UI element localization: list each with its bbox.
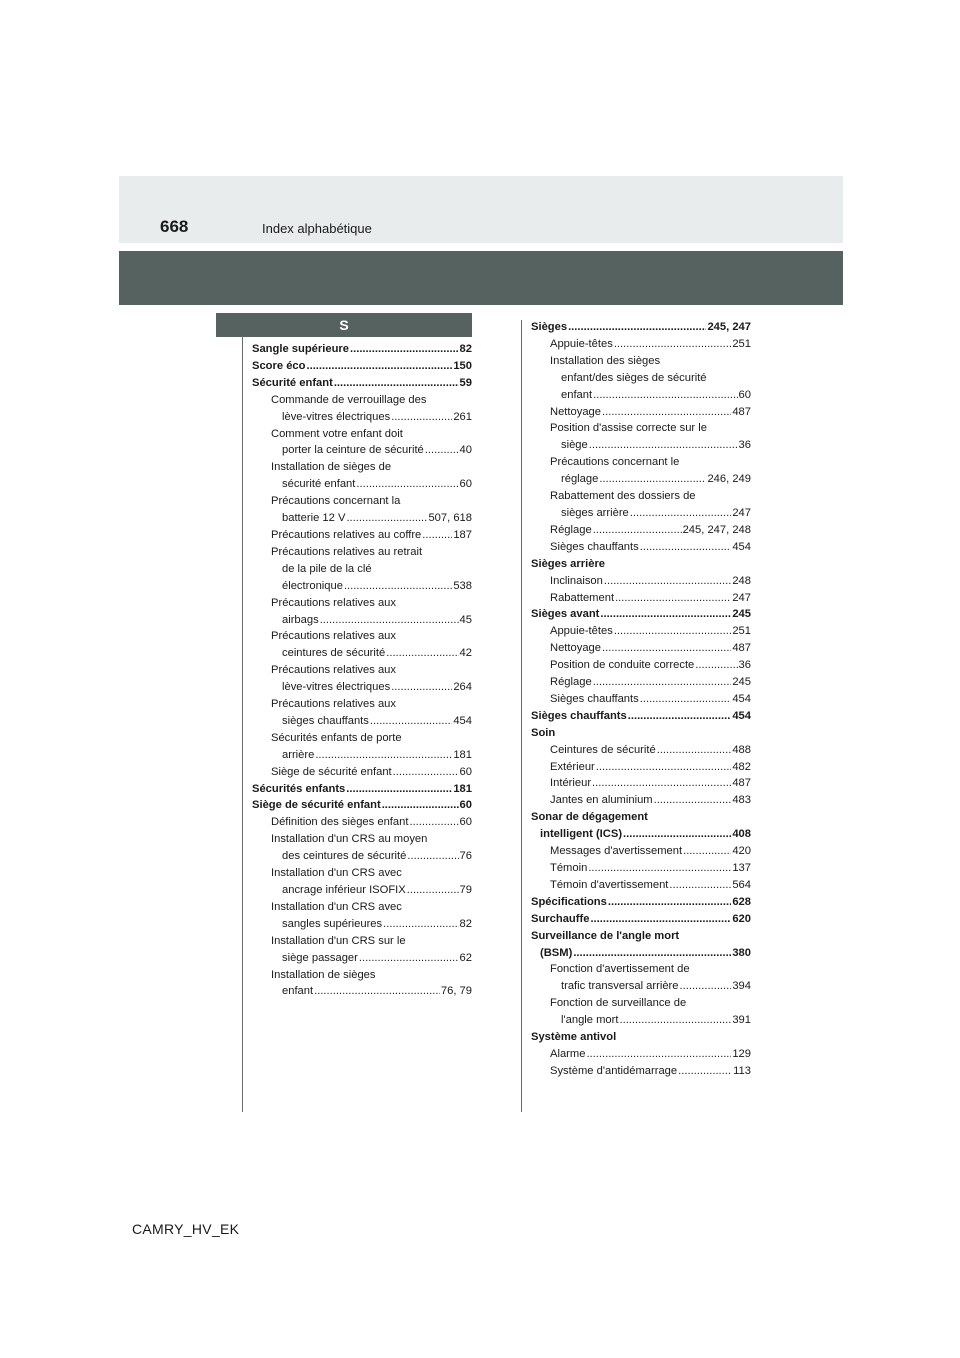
index-entry-term: ceintures de sécurité bbox=[282, 647, 386, 660]
index-entry-page: 454 bbox=[732, 540, 751, 553]
index-entry-term: trafic transversal arrière bbox=[561, 980, 679, 993]
dot-leader bbox=[573, 945, 731, 962]
index-entry-page: 60 bbox=[459, 478, 472, 491]
index-entry-page: 454 bbox=[453, 714, 472, 727]
index-entry bbox=[531, 860, 751, 877]
index-entry-page: 62 bbox=[459, 951, 472, 964]
index-entry-term: intelligent (ICS) bbox=[540, 828, 623, 841]
index-entry-term: Sièges chauffants bbox=[550, 540, 639, 553]
index-entry-term: Comment votre enfant doit bbox=[271, 427, 403, 440]
index-entry-term: Position de conduite correcte bbox=[550, 659, 695, 672]
dot-leader bbox=[409, 814, 458, 831]
dot-leader bbox=[614, 336, 732, 353]
dot-leader bbox=[350, 341, 459, 358]
index-entry-term: Installation de sièges de bbox=[271, 461, 392, 474]
dot-leader bbox=[654, 792, 732, 809]
index-entry bbox=[531, 437, 751, 454]
index-entry-page: 420 bbox=[732, 845, 751, 858]
index-entry bbox=[531, 708, 751, 725]
dot-leader bbox=[314, 983, 440, 1000]
dot-leader bbox=[678, 1063, 732, 1080]
index-entry-term: (BSM) bbox=[540, 946, 573, 959]
dot-leader bbox=[599, 471, 706, 488]
index-entry-page: 42 bbox=[459, 647, 472, 660]
dot-leader bbox=[602, 640, 731, 657]
index-entry bbox=[531, 539, 751, 556]
index-entry bbox=[252, 899, 472, 916]
index-entry-term: Précautions relatives au retrait bbox=[271, 545, 423, 558]
dot-leader bbox=[386, 645, 458, 662]
footer-model-code: CAMRY_HV_EK bbox=[132, 1221, 240, 1237]
index-entry bbox=[252, 831, 472, 848]
dot-leader bbox=[593, 674, 732, 691]
dot-leader bbox=[586, 1046, 731, 1063]
index-entry-term: sangles supérieures bbox=[282, 917, 383, 930]
index-entry bbox=[252, 595, 472, 612]
index-entry bbox=[531, 336, 751, 353]
index-entry bbox=[252, 442, 472, 459]
dot-leader bbox=[356, 476, 458, 493]
index-entry bbox=[531, 742, 751, 759]
index-column-right bbox=[531, 319, 751, 1080]
index-entry-term: airbags bbox=[282, 613, 319, 626]
index-entry bbox=[531, 1012, 751, 1029]
index-entry-term: électronique bbox=[282, 579, 343, 592]
index-entry-page: 483 bbox=[732, 794, 751, 807]
index-entry bbox=[252, 375, 472, 392]
dot-leader bbox=[590, 911, 731, 928]
header-band bbox=[119, 176, 843, 243]
index-entry bbox=[531, 319, 751, 336]
index-entry-term: Témoin bbox=[550, 862, 588, 874]
index-entry bbox=[252, 426, 472, 443]
dot-leader bbox=[393, 764, 459, 781]
index-entry-page: 488 bbox=[732, 743, 751, 756]
dot-leader bbox=[370, 713, 452, 730]
dot-leader bbox=[382, 797, 459, 814]
dot-leader bbox=[628, 708, 732, 725]
dot-leader bbox=[596, 759, 732, 776]
index-entry-page: 150 bbox=[453, 359, 472, 372]
index-entry-page: 394 bbox=[732, 980, 751, 993]
index-entry-term: Position d'assise correcte sur le bbox=[550, 422, 707, 435]
index-entry-term: porter la ceinture de sécurité bbox=[282, 444, 424, 457]
index-entry bbox=[252, 527, 472, 544]
dot-leader bbox=[391, 409, 452, 426]
index-entry bbox=[252, 341, 472, 358]
index-entry-page: 76 bbox=[459, 850, 472, 863]
index-entry bbox=[252, 848, 472, 865]
index-entry-page: 391 bbox=[732, 1014, 751, 1027]
index-entry bbox=[531, 826, 751, 843]
index-entry bbox=[252, 662, 472, 679]
index-entry-term: Précautions relatives aux bbox=[271, 664, 396, 677]
index-entry-page: 380 bbox=[732, 946, 751, 959]
index-entry-term: Réglage bbox=[550, 523, 592, 536]
index-entry-term: l'angle mort bbox=[561, 1014, 619, 1027]
index-entry bbox=[252, 645, 472, 662]
index-entry-term: Installation d'un CRS avec bbox=[271, 900, 402, 913]
index-entry bbox=[531, 370, 751, 387]
dot-leader bbox=[346, 781, 452, 798]
dot-leader bbox=[593, 522, 682, 539]
dot-leader bbox=[568, 319, 706, 336]
index-entry bbox=[531, 387, 751, 404]
index-entry bbox=[252, 865, 472, 882]
index-entry bbox=[252, 764, 472, 781]
dot-leader bbox=[600, 606, 731, 623]
index-entry-page: 82 bbox=[459, 343, 472, 355]
index-entry bbox=[252, 679, 472, 696]
index-entry-term: Sangle supérieure bbox=[252, 343, 349, 355]
index-entry-term: Sonar de dégagement bbox=[531, 811, 648, 824]
index-entry bbox=[531, 945, 751, 962]
dot-leader bbox=[407, 848, 458, 865]
index-entry-term: de la pile de la clé bbox=[282, 562, 372, 575]
index-entry-term: Nettoyage bbox=[550, 642, 601, 655]
index-entry bbox=[531, 590, 751, 607]
index-entry bbox=[531, 725, 751, 742]
index-entry bbox=[252, 950, 472, 967]
index-entry bbox=[531, 353, 751, 370]
index-entry bbox=[252, 781, 472, 798]
index-entry-term: des ceintures de sécurité bbox=[282, 850, 407, 863]
index-entry-term: Témoin d'avertissement bbox=[550, 878, 669, 891]
index-entry bbox=[252, 696, 472, 713]
index-entry-page: 45 bbox=[459, 613, 472, 626]
index-entry bbox=[531, 556, 751, 573]
index-entry-page: 79 bbox=[459, 884, 472, 896]
index-entry-term: arrière bbox=[282, 748, 315, 761]
index-entry-term: Sécurités enfants de porte bbox=[271, 731, 402, 744]
index-entry bbox=[252, 713, 472, 730]
index-entry bbox=[252, 578, 472, 595]
index-entry-term: Fonction de surveillance de bbox=[550, 997, 687, 1010]
index-entry-term: Soin bbox=[531, 726, 556, 739]
index-entry bbox=[531, 961, 751, 978]
index-entry-page: 408 bbox=[732, 828, 751, 841]
index-entry-term: enfant/des sièges de sécurité bbox=[561, 371, 707, 384]
dot-leader bbox=[383, 916, 458, 933]
index-entry-term: Installation des sièges bbox=[550, 354, 661, 367]
index-entry-term: enfant bbox=[282, 985, 314, 998]
index-entry-page: 247 bbox=[732, 591, 751, 604]
index-entry-page: 487 bbox=[732, 405, 751, 418]
index-entry-page: 60 bbox=[459, 816, 472, 829]
index-entry-page: 40 bbox=[459, 444, 472, 457]
index-entry-page: 76, 79 bbox=[440, 985, 472, 998]
index-entry bbox=[531, 1063, 751, 1080]
index-entry-term: réglage bbox=[561, 473, 599, 486]
index-entry-page: 129 bbox=[732, 1047, 751, 1060]
dot-leader bbox=[623, 826, 731, 843]
index-entry-page: 507, 618 bbox=[428, 512, 472, 525]
index-entry-page: 482 bbox=[732, 760, 751, 773]
dot-leader bbox=[425, 442, 459, 459]
index-entry-term: Intérieur bbox=[550, 777, 592, 790]
index-entry bbox=[252, 612, 472, 629]
index-entry bbox=[531, 928, 751, 945]
index-entry-term: Sièges chauffants bbox=[531, 709, 627, 722]
index-entry-page: 454 bbox=[732, 692, 751, 705]
dot-leader bbox=[602, 404, 731, 421]
index-entry-term: Précautions relatives au coffre bbox=[271, 528, 422, 541]
index-entry bbox=[252, 493, 472, 510]
index-entry-term: Score éco bbox=[252, 359, 306, 372]
index-entry bbox=[531, 877, 751, 894]
index-entry bbox=[531, 657, 751, 674]
index-entry-page: 251 bbox=[732, 625, 751, 638]
dot-leader bbox=[640, 539, 732, 556]
index-entry-term: Jantes en aluminium bbox=[550, 794, 653, 807]
column-divider-middle bbox=[521, 320, 522, 1112]
index-entry bbox=[252, 933, 472, 950]
index-entry-term: Commande de verrouillage des bbox=[271, 393, 427, 406]
index-entry-page: 137 bbox=[732, 862, 751, 874]
index-entry-term: lève-vitres électriques bbox=[282, 681, 391, 694]
index-entry-page: 245, 247 bbox=[707, 321, 751, 333]
index-entry bbox=[252, 916, 472, 933]
index-entry-page: 36 bbox=[738, 439, 751, 452]
index-entry bbox=[531, 691, 751, 708]
index-entry-page: 487 bbox=[732, 777, 751, 790]
index-entry bbox=[531, 640, 751, 657]
index-entry bbox=[531, 623, 751, 640]
index-entry-page: 246, 249 bbox=[707, 473, 751, 486]
dot-leader bbox=[680, 978, 732, 995]
index-entry bbox=[252, 628, 472, 645]
dot-leader bbox=[657, 742, 732, 759]
index-entry-term: Précautions concernant le bbox=[550, 456, 680, 469]
index-entry-page: 245 bbox=[732, 676, 751, 689]
index-entry-term: Installation d'un CRS sur le bbox=[271, 934, 406, 947]
index-entry bbox=[531, 809, 751, 826]
index-entry bbox=[252, 358, 472, 375]
index-entry-term: Sièges avant bbox=[531, 608, 600, 621]
index-entry bbox=[531, 759, 751, 776]
index-entry-term: siège bbox=[561, 439, 588, 452]
index-entry bbox=[531, 792, 751, 809]
dot-leader bbox=[422, 527, 452, 544]
index-entry-term: Précautions relatives aux bbox=[271, 596, 396, 609]
index-entry-page: 181 bbox=[453, 782, 472, 795]
index-entry bbox=[531, 843, 751, 860]
index-entry-term: Nettoyage bbox=[550, 405, 601, 418]
dot-leader bbox=[614, 623, 732, 640]
index-entry-page: 564 bbox=[732, 878, 751, 891]
index-entry-term: Précautions relatives aux bbox=[271, 630, 396, 643]
dot-leader bbox=[334, 375, 459, 392]
index-entry-page: 187 bbox=[453, 528, 472, 541]
index-entry-term: Sécurité enfant bbox=[252, 376, 333, 389]
index-entry-term: Réglage bbox=[550, 676, 592, 689]
index-entry bbox=[252, 747, 472, 764]
index-entry bbox=[252, 476, 472, 493]
index-entry-term: Siège de sécurité enfant bbox=[271, 765, 392, 778]
index-entry-page: 245 bbox=[732, 608, 751, 621]
index-entry bbox=[252, 730, 472, 747]
index-entry-page: 454 bbox=[732, 709, 751, 722]
index-entry-term: Spécifications bbox=[531, 895, 607, 908]
dot-leader bbox=[589, 437, 738, 454]
dot-leader bbox=[619, 1012, 731, 1029]
index-entry-page: 247 bbox=[732, 506, 751, 519]
index-entry-term: Rabattement des dossiers de bbox=[550, 490, 696, 503]
index-entry bbox=[252, 882, 472, 899]
dot-leader bbox=[615, 590, 731, 607]
index-entry bbox=[252, 797, 472, 814]
index-entry-term: sièges chauffants bbox=[282, 714, 369, 727]
dot-leader bbox=[407, 882, 459, 899]
index-entry-page: 60 bbox=[459, 765, 472, 778]
index-entry bbox=[252, 392, 472, 409]
index-entry-page: 261 bbox=[453, 410, 472, 423]
index-entry bbox=[531, 894, 751, 911]
dot-leader bbox=[695, 657, 737, 674]
index-entry-term: Surchauffe bbox=[531, 912, 590, 925]
dot-leader bbox=[593, 387, 737, 404]
index-entry bbox=[252, 814, 472, 831]
index-entry-page: 538 bbox=[453, 579, 472, 592]
index-entry-term: Rabattement bbox=[550, 591, 615, 604]
dot-leader bbox=[306, 358, 452, 375]
index-entry-term: Précautions concernant la bbox=[271, 495, 401, 508]
dot-leader bbox=[346, 510, 427, 527]
dot-leader bbox=[344, 578, 452, 595]
index-entry-page: 36 bbox=[738, 659, 751, 672]
index-entry-term: Sièges bbox=[531, 321, 568, 333]
index-column-left bbox=[252, 341, 472, 1000]
dot-leader bbox=[315, 747, 452, 764]
index-entry bbox=[252, 409, 472, 426]
index-entry-page: 113 bbox=[733, 1064, 751, 1077]
index-entry-term: Fonction d'avertissement de bbox=[550, 963, 690, 976]
index-entry-term: sécurité enfant bbox=[282, 478, 356, 491]
index-entry bbox=[531, 454, 751, 471]
dot-leader bbox=[604, 573, 731, 590]
index-entry-term: Alarme bbox=[550, 1047, 586, 1060]
dot-leader bbox=[592, 775, 731, 792]
index-entry-page: 60 bbox=[738, 388, 751, 401]
index-entry-term: Inclinaison bbox=[550, 574, 603, 587]
index-entry-page: 264 bbox=[453, 681, 472, 694]
index-entry bbox=[531, 404, 751, 421]
index-entry bbox=[531, 995, 751, 1012]
index-entry-term: ancrage inférieur ISOFIX bbox=[282, 884, 406, 896]
dot-leader bbox=[588, 860, 731, 877]
index-entry bbox=[531, 1029, 751, 1046]
index-entry-term: Appuie-têtes bbox=[550, 337, 613, 350]
index-entry bbox=[531, 775, 751, 792]
dot-leader bbox=[320, 612, 459, 629]
index-entry-page: 251 bbox=[732, 337, 751, 350]
index-entry bbox=[252, 983, 472, 1000]
index-entry-term: Installation d'un CRS avec bbox=[271, 867, 402, 880]
dot-leader bbox=[391, 679, 452, 696]
index-entry-term: Surveillance de l'angle mort bbox=[531, 929, 680, 942]
index-entry-page: 628 bbox=[732, 895, 751, 908]
index-entry-term: Appuie-têtes bbox=[550, 625, 613, 638]
index-entry-page: 181 bbox=[453, 748, 472, 761]
index-entry-term: sièges arrière bbox=[561, 506, 629, 519]
index-entry-page: 487 bbox=[732, 642, 751, 655]
column-divider-left bbox=[242, 336, 243, 1112]
index-entry-term: Installation de sièges bbox=[271, 968, 376, 981]
index-entry-term: Sécurités enfants bbox=[252, 782, 346, 795]
index-entry bbox=[531, 522, 751, 539]
index-entry-page: 59 bbox=[459, 376, 472, 389]
index-entry-term: lève-vitres électriques bbox=[282, 410, 391, 423]
index-entry-page: 245, 247, 248 bbox=[682, 523, 751, 536]
index-entry bbox=[531, 488, 751, 505]
index-entry bbox=[531, 911, 751, 928]
index-entry bbox=[531, 420, 751, 437]
index-entry bbox=[531, 606, 751, 623]
index-entry-term: Système d'antidémarrage bbox=[550, 1064, 678, 1077]
index-entry-term: batterie 12 V bbox=[282, 512, 346, 525]
index-entry-term: Sièges chauffants bbox=[550, 692, 639, 705]
index-entry bbox=[531, 573, 751, 590]
page-title: Index alphabétique bbox=[262, 221, 372, 236]
index-entry-term: enfant bbox=[561, 388, 593, 401]
index-entry bbox=[252, 510, 472, 527]
index-entry-term: Extérieur bbox=[550, 760, 595, 773]
page-number: 668 bbox=[160, 217, 189, 236]
header-dark-bar bbox=[119, 251, 843, 305]
index-entry-page: 82 bbox=[459, 917, 472, 930]
index-entry-page: 620 bbox=[732, 912, 751, 925]
index-entry bbox=[531, 674, 751, 691]
index-entry bbox=[252, 544, 472, 561]
index-entry bbox=[531, 505, 751, 522]
index-entry-term: Installation d'un CRS au moyen bbox=[271, 833, 428, 846]
index-entry-page: 60 bbox=[459, 799, 472, 812]
index-entry-term: Définition des sièges enfant bbox=[271, 816, 409, 829]
index-entry-term: Précautions relatives aux bbox=[271, 698, 396, 711]
index-entry-term: siège passager bbox=[282, 951, 358, 964]
index-letter-heading: S bbox=[216, 313, 472, 337]
dot-leader bbox=[640, 691, 732, 708]
dot-leader bbox=[359, 950, 459, 967]
index-entry bbox=[252, 459, 472, 476]
index-entry-page: 248 bbox=[732, 574, 751, 587]
dot-leader bbox=[608, 894, 731, 911]
index-entry bbox=[531, 978, 751, 995]
dot-leader bbox=[683, 843, 731, 860]
index-entry bbox=[252, 967, 472, 984]
index-entry bbox=[531, 1046, 751, 1063]
index-entry-term: Messages d'avertissement bbox=[550, 845, 683, 858]
index-entry-term: Ceintures de sécurité bbox=[550, 743, 656, 756]
dot-leader bbox=[669, 877, 731, 894]
index-entry-term: Système antivol bbox=[531, 1031, 617, 1044]
index-entry-term: Sièges arrière bbox=[531, 557, 606, 570]
index-entry bbox=[531, 471, 751, 488]
index-entry bbox=[252, 561, 472, 578]
index-entry-term: Siège de sécurité enfant bbox=[252, 799, 381, 812]
dot-leader bbox=[630, 505, 732, 522]
